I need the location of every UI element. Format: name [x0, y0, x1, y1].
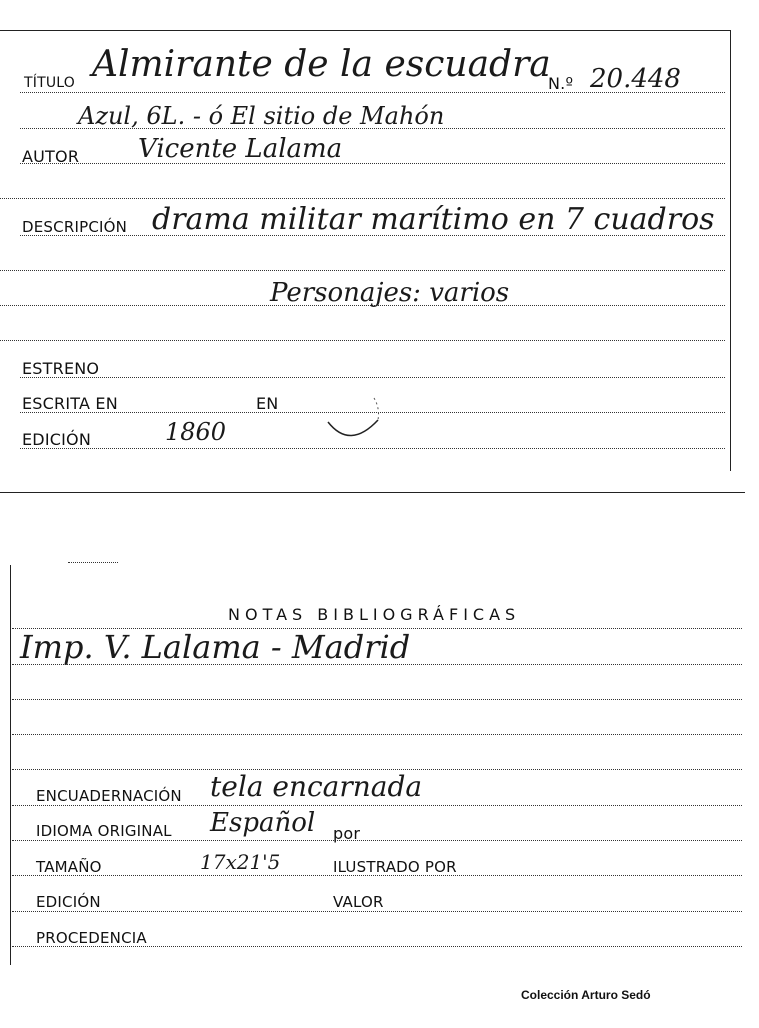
rule-line — [0, 340, 725, 341]
rule-line — [12, 840, 742, 841]
rule-line — [20, 163, 725, 164]
personajes-value: Personajes: varios — [270, 278, 510, 308]
en-label: EN — [256, 394, 279, 413]
numero-value: 20.448 — [590, 64, 681, 94]
edicion-bottom-label: EDICIÓN — [36, 893, 101, 911]
rule-line — [0, 198, 725, 199]
collection-credit: Colección Arturo Sedó — [521, 988, 651, 1002]
encuadernacion-value: tela encarnada — [210, 770, 423, 803]
rule-line — [68, 562, 118, 563]
titulo-value: Almirante de la escuadra — [92, 44, 551, 85]
subtitle-value: Azul, 6L. - ó El sitio de Mahón — [78, 102, 445, 130]
tamano-label: TAMAÑO — [36, 858, 102, 876]
notas-title: NOTAS BIBLIOGRÁFICAS — [228, 605, 521, 624]
autor-value: Vicente Lalama — [138, 134, 343, 164]
notas-value: Imp. V. Lalama - Madrid — [20, 628, 411, 666]
escrita-en-label: ESCRITA EN — [22, 394, 118, 413]
rule-line — [20, 377, 725, 378]
idioma-value: Español — [210, 808, 316, 838]
titulo-label: TÍTULO — [24, 75, 75, 91]
hole-punch-mark — [320, 380, 390, 450]
card-separator — [0, 492, 745, 493]
encuadernacion-label: ENCUADERNACIÓN — [36, 787, 182, 805]
edicion-label: EDICIÓN — [22, 430, 92, 449]
rule-line — [12, 699, 742, 700]
rule-line — [12, 734, 742, 735]
rule-line — [12, 805, 742, 806]
numero-label: N.º — [548, 74, 574, 93]
edicion-value: 1860 — [165, 418, 227, 446]
idioma-label: IDIOMA ORIGINAL — [36, 822, 172, 840]
rule-line — [0, 270, 725, 271]
ilustrado-label: ILUSTRADO POR — [333, 858, 457, 876]
descripcion-label: DESCRIPCIÓN — [22, 218, 128, 236]
rule-line — [12, 911, 742, 912]
estreno-label: ESTRENO — [22, 359, 100, 378]
por-label: por — [333, 824, 361, 843]
autor-label: AUTOR — [22, 147, 80, 166]
descripcion-value: drama militar marítimo en 7 cuadros — [152, 202, 715, 237]
procedencia-label: PROCEDENCIA — [36, 929, 147, 947]
tamano-value: 17x21'5 — [200, 850, 281, 874]
valor-label: VALOR — [333, 893, 384, 911]
